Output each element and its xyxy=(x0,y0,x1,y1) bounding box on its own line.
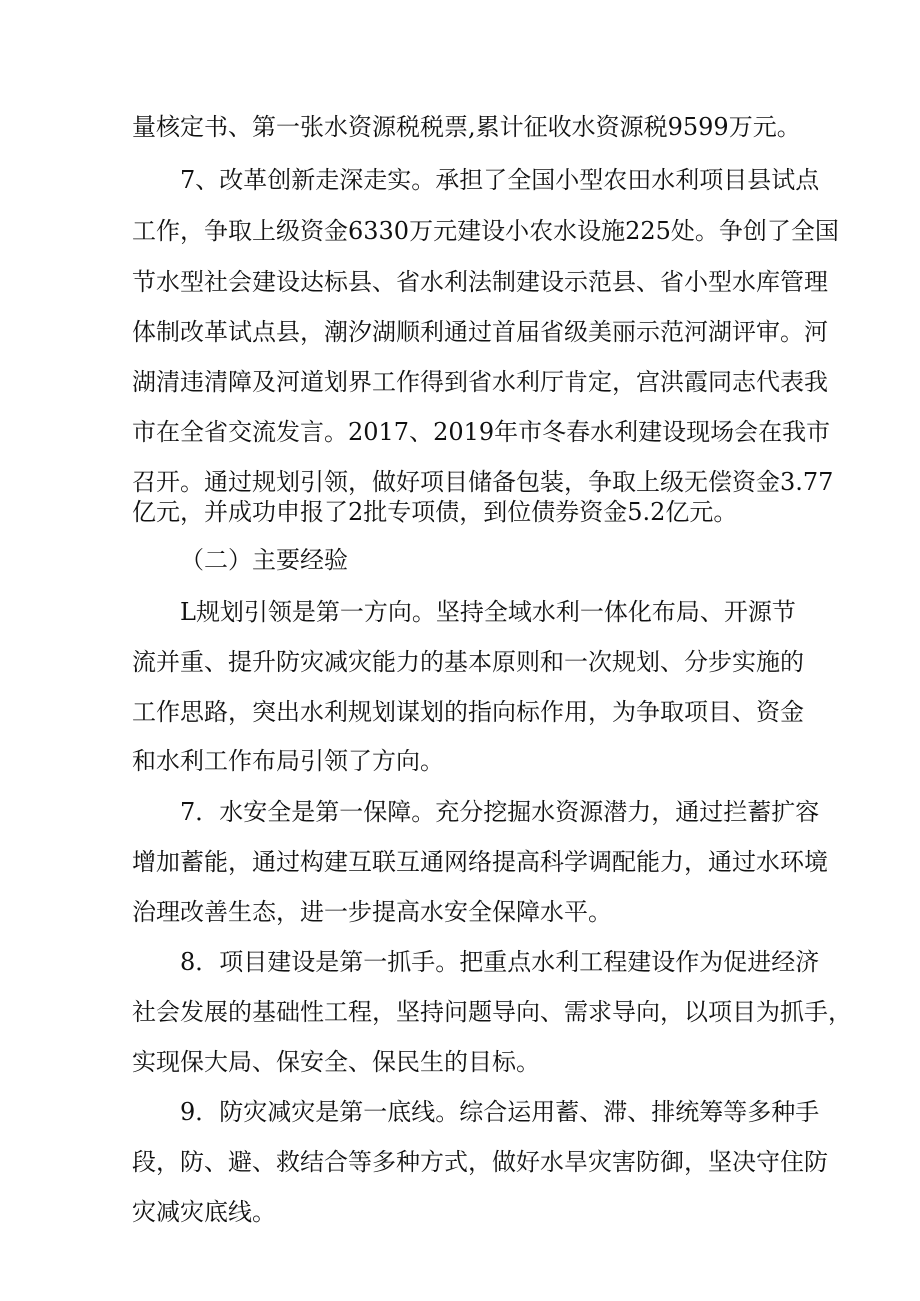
paragraph-line: 流并重、提升防灾减灾能力的基本原则和一次规划、分步实施的 xyxy=(132,648,804,676)
paragraph-line: 增加蓄能，通过构建互联互通网络提高科学调配能力，通过水环境 xyxy=(132,848,828,876)
paragraph-line: 7．水安全是第一保障。充分挖掘水资源潜力，通过拦蓄扩容 xyxy=(180,798,820,826)
paragraph-line: L规划引领是第一方向。坚持全域水利一体化布局、开源节 xyxy=(180,598,796,626)
paragraph-line: 湖清违清障及河道划界工作得到省水利厅肯定，宫洪霞同志代表我 xyxy=(132,368,828,396)
paragraph-line: 社会发展的基础性工程，坚持问题导向、需求导向，以项目为抓手， xyxy=(132,998,852,1026)
paragraph-line: 8．项目建设是第一抓手。把重点水利工程建设作为促进经济 xyxy=(180,948,820,976)
paragraph-line: 工作，争取上级资金6330万元建设小农水设施225处。争创了全国 xyxy=(132,217,839,245)
paragraph-line: 和水利工作布局引领了方向。 xyxy=(132,747,444,775)
paragraph-line: 实现保大局、保安全、保民生的目标。 xyxy=(132,1048,540,1076)
paragraph-line: 9．防灾减灾是第一底线。综合运用蓄、滞、排统筹等多种手 xyxy=(180,1098,820,1126)
paragraph-line: 节水型社会建设达标县、省水利法制建设示范县、省小型水库管理 xyxy=(132,268,828,296)
paragraph-line: 治理改善生态，进一步提高水安全保障水平。 xyxy=(132,898,612,926)
paragraph-line: 段，防、避、救结合等多种方式，做好水旱灾害防御，坚决守住防 xyxy=(132,1148,828,1176)
paragraph-line: 7、改革创新走深走实。承担了全国小型农田水利项目县试点 xyxy=(180,166,820,194)
paragraph-line: 工作思路，突出水利规划谋划的指向标作用，为争取项目、资金 xyxy=(132,698,804,726)
paragraph-line: 灾减灾底线。 xyxy=(132,1198,276,1226)
section-heading: （二）主要经验 xyxy=(180,546,348,574)
paragraph-line: 召开。通过规划引领，做好项目储备包装，争取上级无偿资金3.77 xyxy=(132,468,834,496)
paragraph-line: 市在全省交流发言。2017、2019年市冬春水利建设现场会在我市 xyxy=(132,418,831,446)
paragraph-line: 亿元，并成功申报了2批专项债，到位债券资金5.2亿元。 xyxy=(132,498,738,526)
paragraph-line: 体制改革试点县，潮汐湖顺利通过首届省级美丽示范河湖评审。河 xyxy=(132,318,828,346)
paragraph-line: 量核定书、第一张水资源税税票,累计征收水资源税9599万元。 xyxy=(132,113,801,141)
